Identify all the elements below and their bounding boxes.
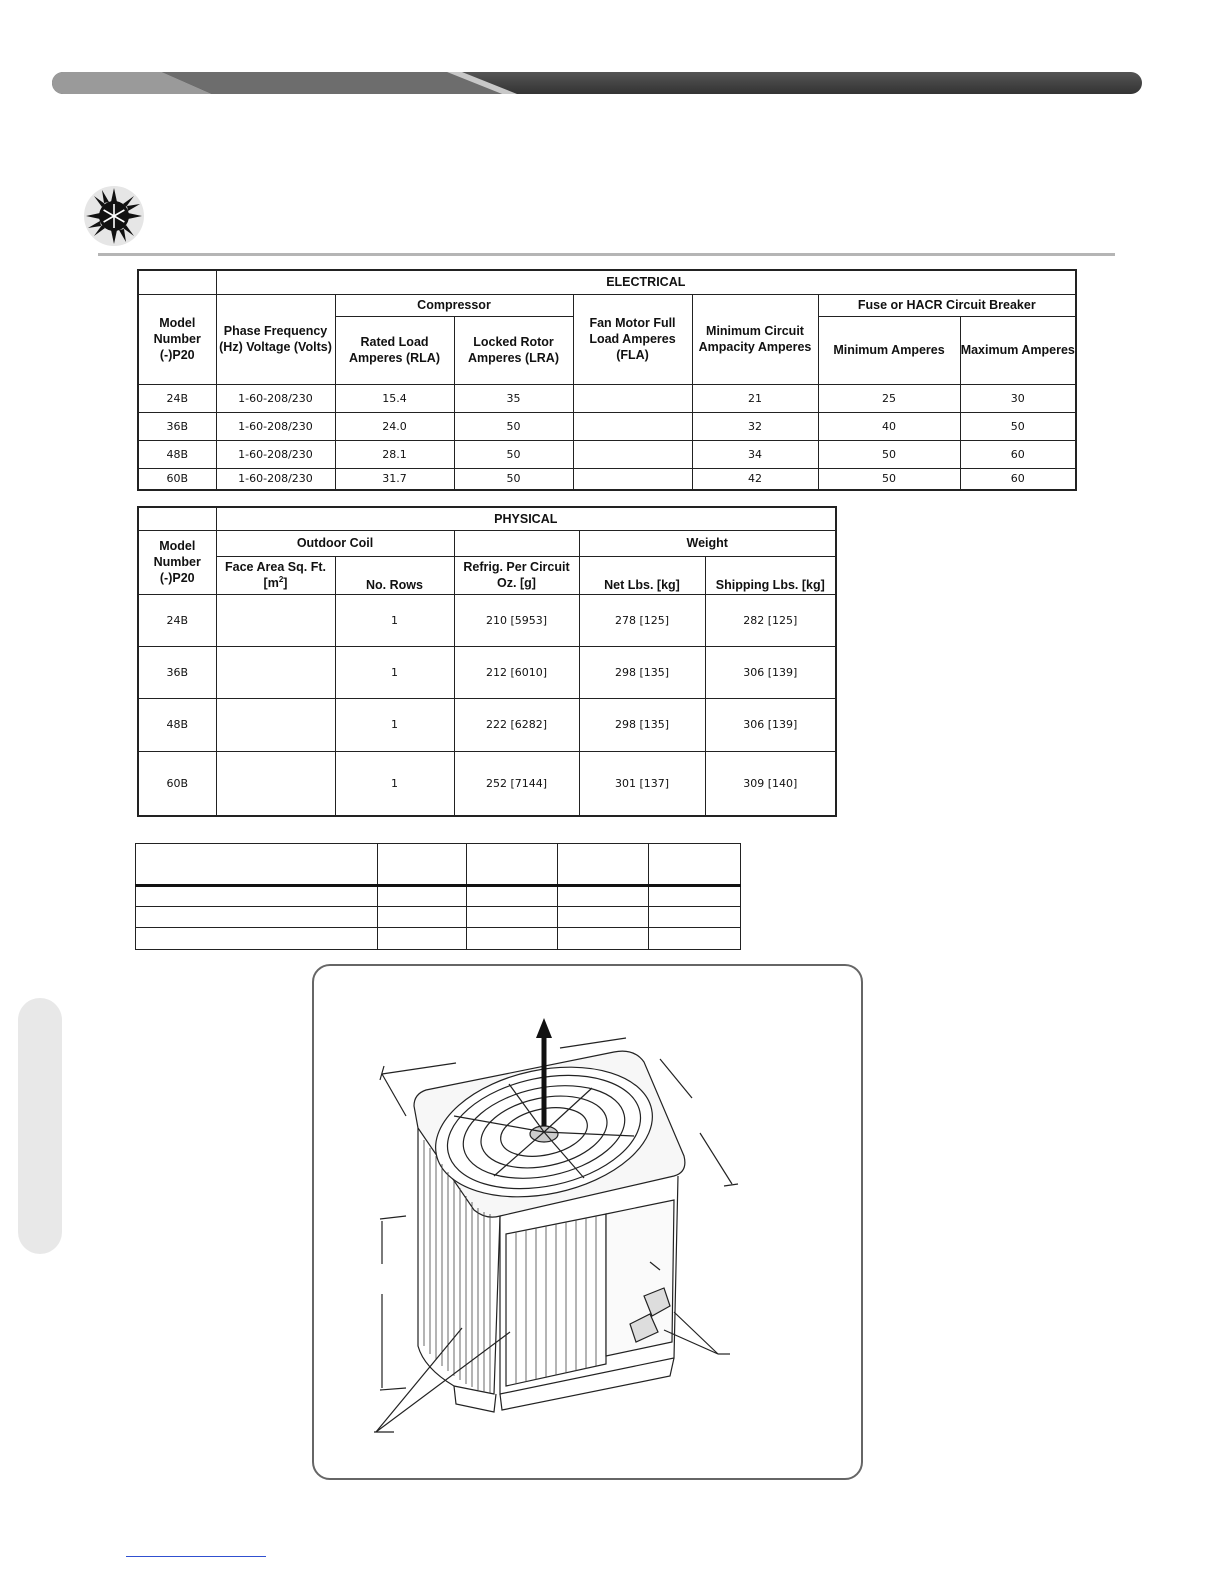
cell-rla: 15.4 <box>335 384 454 412</box>
cell-rla: 24.0 <box>335 412 454 440</box>
header-blank <box>454 530 579 556</box>
table-row <box>138 751 836 816</box>
header-ship: Shipping Lbs. [kg] <box>705 556 836 594</box>
header-face-area: Face Area Sq. Ft. $[m^2]$ <box>216 556 335 594</box>
electrical-table <box>137 269 1077 491</box>
table-row <box>138 698 836 751</box>
header-compressor: Compressor <box>335 294 573 316</box>
table-row <box>138 384 1076 412</box>
cell-min: 40 <box>818 412 960 440</box>
cell-net: 298 [135] <box>579 646 705 698</box>
cell-fla <box>573 440 692 468</box>
header-fla: Fan Motor Full Load Amperes (FLA) <box>573 294 692 384</box>
header-min: Minimum Amperes <box>818 316 960 384</box>
cell-fla <box>573 412 692 440</box>
snowflake-sun-logo <box>82 184 146 248</box>
cell-refrig: 252 [7144] <box>454 751 579 816</box>
physical-title: PHYSICAL <box>216 507 836 530</box>
cell-ship: 306 [139] <box>705 646 836 698</box>
cell-net: 301 [137] <box>579 751 705 816</box>
header-mca: Minimum Circuit Ampacity Amperes <box>692 294 818 384</box>
cell-net: 298 [135] <box>579 698 705 751</box>
header-rla: Rated Load Amperes (RLA) <box>335 316 454 384</box>
side-tab <box>18 998 62 1254</box>
cell-mca: 21 <box>692 384 818 412</box>
cell-model: 24B <box>138 384 216 412</box>
header-weight: Weight <box>579 530 836 556</box>
cell-lra: 50 <box>454 468 573 490</box>
cell-mca: 42 <box>692 468 818 490</box>
table-row <box>138 646 836 698</box>
cell-phase: 1-60-208/230 <box>216 468 335 490</box>
header-model: Model Number (-)P20 <box>138 294 216 384</box>
cell-phase: 1-60-208/230 <box>216 440 335 468</box>
cell-rows: 1 <box>335 646 454 698</box>
blank-table <box>135 843 741 950</box>
cell-ship: 282 [125] <box>705 594 836 646</box>
cell-max: 30 <box>960 384 1076 412</box>
header-max: Maximum Amperes <box>960 316 1076 384</box>
header-model: Model Number (-)P20 <box>138 530 216 594</box>
cell-phase: 1-60-208/230 <box>216 384 335 412</box>
cell-net: 278 [125] <box>579 594 705 646</box>
footer-link-underline[interactable] <box>126 1556 266 1557</box>
header-phase: Phase Frequency (Hz) Voltage (Volts) <box>216 294 335 384</box>
cell-max: 60 <box>960 440 1076 468</box>
cell-ship: 306 [139] <box>705 698 836 751</box>
cell-lra: 35 <box>454 384 573 412</box>
cell-face <box>216 594 335 646</box>
table-row <box>136 928 741 950</box>
cell-model: 36B <box>138 412 216 440</box>
cell-model: 60B <box>138 468 216 490</box>
header-rows: No. Rows <box>335 556 454 594</box>
section-rule <box>98 253 1115 256</box>
header-lra: Locked Rotor Amperes (LRA) <box>454 316 573 384</box>
cell-rows: 1 <box>335 698 454 751</box>
cell-rows: 1 <box>335 594 454 646</box>
cell-rla: 28.1 <box>335 440 454 468</box>
cell-fla <box>573 468 692 490</box>
cell-mca: 34 <box>692 440 818 468</box>
header-fuse: Fuse or HACR Circuit Breaker <box>818 294 1076 316</box>
header-refrig: Refrig. Per Circuit Oz. [g] <box>454 556 579 594</box>
cell-max: 50 <box>960 412 1076 440</box>
cell-face <box>216 698 335 751</box>
cell-face <box>216 751 335 816</box>
electrical-corner <box>138 270 216 294</box>
cell-min: 25 <box>818 384 960 412</box>
cell-phase: 1-60-208/230 <box>216 412 335 440</box>
physical-corner <box>138 507 216 530</box>
physical-table <box>137 506 837 817</box>
cell-model: 36B <box>138 646 216 698</box>
cell-face <box>216 646 335 698</box>
cell-fla <box>573 384 692 412</box>
cell-max: 60 <box>960 468 1076 490</box>
cell-model: 48B <box>138 440 216 468</box>
table-row <box>138 468 1076 490</box>
table-row <box>138 440 1076 468</box>
cell-lra: 50 <box>454 412 573 440</box>
cell-refrig: 222 [6282] <box>454 698 579 751</box>
cell-model: 60B <box>138 751 216 816</box>
cell-min: 50 <box>818 468 960 490</box>
cell-rows: 1 <box>335 751 454 816</box>
cell-refrig: 212 [6010] <box>454 646 579 698</box>
cell-mca: 32 <box>692 412 818 440</box>
condenser-figure <box>312 964 863 1480</box>
cell-ship: 309 [140] <box>705 751 836 816</box>
table-row <box>138 594 836 646</box>
cell-refrig: 210 [5953] <box>454 594 579 646</box>
header-net: Net Lbs. [kg] <box>579 556 705 594</box>
table-row <box>138 412 1076 440</box>
electrical-title: ELECTRICAL <box>216 270 1076 294</box>
header-outdoor-coil: Outdoor Coil <box>216 530 454 556</box>
header-bar <box>52 72 1142 94</box>
cell-model: 48B <box>138 698 216 751</box>
cell-model: 24B <box>138 594 216 646</box>
condenser-unit-illustration <box>314 966 861 1478</box>
table-row <box>136 844 741 886</box>
cell-min: 50 <box>818 440 960 468</box>
cell-rla: 31.7 <box>335 468 454 490</box>
cell-lra: 50 <box>454 440 573 468</box>
table-row <box>136 886 741 907</box>
table-row <box>136 907 741 928</box>
